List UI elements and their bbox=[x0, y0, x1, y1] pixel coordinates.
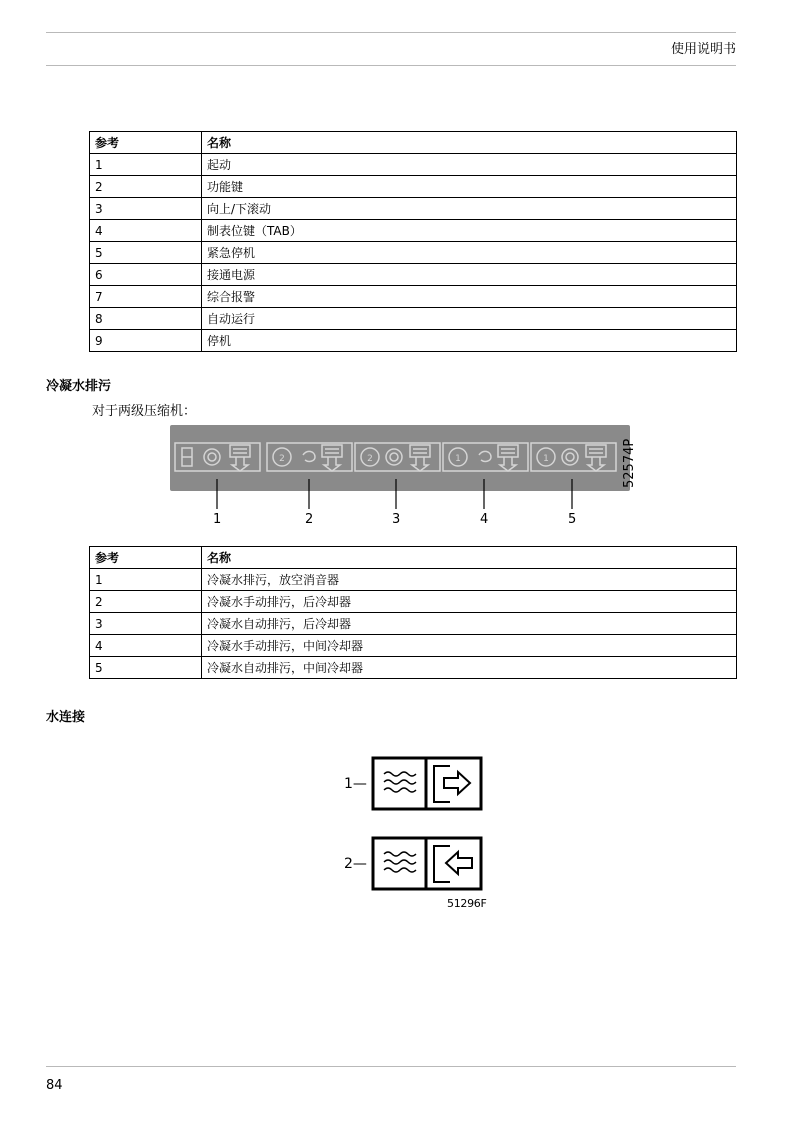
cell-name: 综合报警 bbox=[202, 286, 737, 308]
table-header-row bbox=[90, 132, 737, 154]
footer-rule bbox=[46, 1066, 736, 1067]
table-row bbox=[90, 569, 737, 591]
table-row bbox=[90, 220, 737, 242]
table-header-row bbox=[90, 547, 737, 569]
water-outlet-icon bbox=[373, 758, 481, 809]
cell-ref: 1 bbox=[90, 569, 202, 591]
cell-ref: 3 bbox=[90, 198, 202, 220]
drain-silencer-icon bbox=[175, 443, 260, 471]
water-label-2: 2— bbox=[344, 856, 367, 872]
cell-ref: 2 bbox=[90, 176, 202, 198]
header-title: 使用说明书 bbox=[670, 42, 736, 57]
table-row bbox=[90, 198, 737, 220]
drain-panel-figure bbox=[170, 425, 660, 532]
cell-ref: 5 bbox=[90, 242, 202, 264]
cell-ref: 6 bbox=[90, 264, 202, 286]
cell-name: 起动 bbox=[202, 154, 737, 176]
svg-text:1: 1 bbox=[543, 454, 549, 464]
cell-ref: 1 bbox=[90, 154, 202, 176]
controls-reference-table bbox=[89, 131, 737, 352]
cell-name: 制表位键（TAB） bbox=[202, 220, 737, 242]
cell-name: 向上/下滚动 bbox=[202, 198, 737, 220]
cell-ref: 2 bbox=[90, 591, 202, 613]
water-connection-figure bbox=[340, 752, 500, 912]
svg-text:2: 2 bbox=[367, 454, 373, 464]
table-row bbox=[90, 176, 737, 198]
cell-name: 冷凝水自动排污，后冷却器 bbox=[202, 613, 737, 635]
water-figure-code: 51296F bbox=[447, 897, 487, 910]
col-header-name: 名称 bbox=[202, 132, 737, 154]
col-header-ref: 参考 bbox=[90, 132, 202, 154]
col-header-name: 名称 bbox=[202, 547, 737, 569]
callout-number: 3 bbox=[392, 512, 401, 527]
water-inlet-icon bbox=[373, 838, 481, 889]
panel-figure-code: 52574P bbox=[622, 438, 637, 488]
cell-ref: 4 bbox=[90, 635, 202, 657]
callout-number: 4 bbox=[480, 512, 489, 527]
cell-name: 功能键 bbox=[202, 176, 737, 198]
table-row bbox=[90, 657, 737, 679]
header-rule-top bbox=[46, 32, 736, 33]
table-row bbox=[90, 635, 737, 657]
table-row bbox=[90, 286, 737, 308]
table-row bbox=[90, 591, 737, 613]
callout-number: 5 bbox=[568, 512, 577, 527]
cell-name: 冷凝水手动排污，中间冷却器 bbox=[202, 635, 737, 657]
table-row bbox=[90, 613, 737, 635]
table-row bbox=[90, 242, 737, 264]
water-label-1: 1— bbox=[344, 776, 367, 792]
callout-number: 1 bbox=[213, 512, 222, 527]
cell-ref: 5 bbox=[90, 657, 202, 679]
cell-ref: 4 bbox=[90, 220, 202, 242]
section-intro: 对于两级压缩机： bbox=[92, 404, 197, 419]
cell-name: 接通电源 bbox=[202, 264, 737, 286]
svg-text:2: 2 bbox=[279, 454, 285, 464]
callout-number: 2 bbox=[305, 512, 314, 527]
cell-name: 冷凝水排污，放空消音器 bbox=[202, 569, 737, 591]
header-rule-bottom bbox=[46, 65, 736, 66]
cell-name: 冷凝水手动排污，后冷却器 bbox=[202, 591, 737, 613]
cell-ref: 9 bbox=[90, 330, 202, 352]
page-number: 84 bbox=[46, 1078, 63, 1093]
cell-ref: 3 bbox=[90, 613, 202, 635]
table-row bbox=[90, 330, 737, 352]
drain-reference-table bbox=[89, 546, 737, 679]
cell-name: 停机 bbox=[202, 330, 737, 352]
cell-ref: 8 bbox=[90, 308, 202, 330]
cell-name: 冷凝水自动排污，中间冷却器 bbox=[202, 657, 737, 679]
table-row bbox=[90, 308, 737, 330]
section-title-water-connection: 水连接 bbox=[46, 710, 86, 725]
cell-ref: 7 bbox=[90, 286, 202, 308]
svg-text:1: 1 bbox=[455, 454, 461, 464]
cell-name: 紧急停机 bbox=[202, 242, 737, 264]
section-title-condensate-drain: 冷凝水排污 bbox=[46, 379, 112, 394]
cell-name: 自动运行 bbox=[202, 308, 737, 330]
table-row bbox=[90, 154, 737, 176]
col-header-ref: 参考 bbox=[90, 547, 202, 569]
table-row bbox=[90, 264, 737, 286]
